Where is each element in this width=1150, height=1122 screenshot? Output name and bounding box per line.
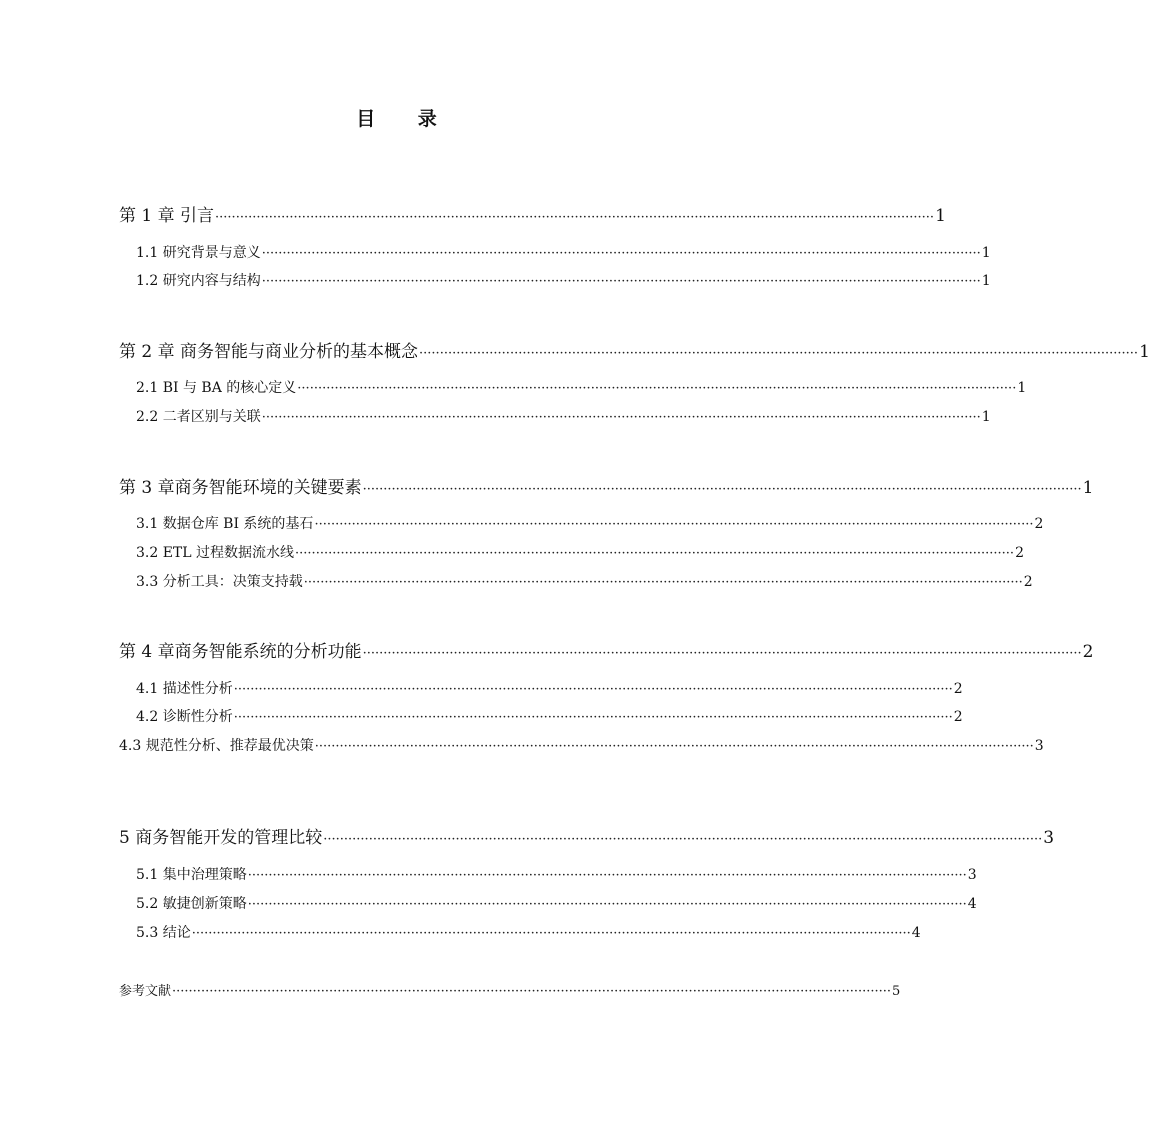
toc-leader-dots: ·············································································································································································· <box>233 682 953 697</box>
toc-entry-chapter-2[interactable] <box>119 337 1150 362</box>
toc-entry-page: 2 <box>953 681 963 697</box>
toc-entry-label: 4.1 描述性分析 <box>136 681 233 697</box>
toc-entry-label: 第 1 章 引言 <box>119 206 215 226</box>
toc-entry-section-1-2[interactable] <box>136 270 991 290</box>
toc-leader-dots: ·············································································································································································· <box>297 381 1017 396</box>
toc-entry-chapter-3[interactable] <box>119 473 1094 498</box>
toc-leader-dots: ·············································································································································································· <box>233 710 953 725</box>
toc-title: 目 录 <box>356 108 455 130</box>
toc-entry-label: 4.2 诊断性分析 <box>136 709 233 725</box>
toc-entry-label: 4.3 规范性分析、推荐最优决策 <box>119 738 314 754</box>
toc-entry-page: 2 <box>1034 516 1044 532</box>
toc-entry-page: 2 <box>953 709 963 725</box>
toc-leader-dots: ·············································································································································································· <box>261 274 981 289</box>
toc-entry-page: 4 <box>911 925 921 941</box>
toc-entry-chapter-4[interactable] <box>119 637 1094 662</box>
toc-entry-label: 2.2 二者区别与关联 <box>136 409 261 425</box>
toc-leader-dots: ·············································································································································································· <box>362 482 1082 497</box>
toc-entry-label: 2.1 BI 与 BA 的核心定义 <box>136 380 297 396</box>
toc-entry-label: 3.2 ETL 过程数据流水线 <box>136 545 295 561</box>
toc-leader-dots: ·············································································································································································· <box>314 517 1034 532</box>
toc-entry-section-2-1[interactable] <box>136 377 1027 397</box>
toc-entry-section-3-1[interactable] <box>136 513 1044 533</box>
toc-entry-label: 第 2 章 商务智能与商业分析的基本概念 <box>119 342 419 362</box>
toc-entry-page: 3 <box>1043 828 1055 848</box>
toc-entry-label: 1.2 研究内容与结构 <box>136 273 261 289</box>
toc-leader-dots: ·············································································································································································· <box>261 246 981 261</box>
toc-leader-dots: ·············································································································································································· <box>247 868 967 883</box>
toc-leader-dots: ·············································································································································································· <box>419 346 1139 361</box>
toc-entry-page: 1 <box>981 245 991 261</box>
toc-entry-page: 1 <box>935 206 946 226</box>
toc-entry-section-3-3[interactable] <box>136 571 1033 591</box>
toc-entry-section-2-2[interactable] <box>136 406 991 426</box>
toc-leader-dots: ·············································································································································································· <box>323 832 1043 847</box>
toc-entry-label: 5.3 结论 <box>136 925 191 941</box>
toc-entry-label: 第 4 章商务智能系统的分析功能 <box>119 642 362 662</box>
toc-entry-page: 3 <box>967 867 977 883</box>
toc-entry-section-4-1[interactable] <box>136 678 963 698</box>
toc-leader-dots: ·············································································································································································· <box>261 410 981 425</box>
toc-entry-section-3-2[interactable] <box>136 542 1024 562</box>
toc-entry-page: 2 <box>1082 642 1094 662</box>
toc-entry-chapter-5[interactable] <box>119 823 1055 848</box>
toc-entry-section-5-2[interactable] <box>136 893 977 913</box>
toc-entry-page: 1 <box>1139 342 1150 362</box>
toc-leader-dots: ·············································································································································································· <box>303 575 1023 590</box>
toc-entry-page: 5 <box>892 984 901 999</box>
toc-entry-references[interactable] <box>119 980 901 999</box>
toc-entry-chapter-1[interactable] <box>119 201 946 226</box>
toc-leader-dots: ·············································································································································································· <box>295 546 1015 561</box>
toc-leader-dots: ·············································································································································································· <box>215 210 935 225</box>
toc-entry-page: 2 <box>1015 545 1024 561</box>
toc-leader-dots: ·············································································································································································· <box>191 926 911 941</box>
toc-entry-page: 1 <box>1017 380 1027 396</box>
toc-entry-page: 3 <box>1034 738 1044 754</box>
toc-entry-label: 1.1 研究背景与意义 <box>136 245 261 261</box>
toc-entry-label: 第 3 章商务智能环境的关键要素 <box>119 478 362 498</box>
toc-entry-section-5-3[interactable] <box>136 922 921 942</box>
toc-entry-page: 4 <box>967 896 977 912</box>
toc-entry-section-4-2[interactable] <box>136 706 963 726</box>
toc-entry-label: 5 商务智能开发的管理比较 <box>119 828 323 848</box>
toc-leader-dots: ·············································································································································································· <box>172 984 892 999</box>
toc-entry-label: 5.2 敏捷创新策略 <box>136 896 247 912</box>
toc-leader-dots: ·············································································································································································· <box>247 897 967 912</box>
toc-leader-dots: ·············································································································································································· <box>314 739 1034 754</box>
toc-entry-label: 参考文献 <box>119 984 172 999</box>
toc-entry-section-5-1[interactable] <box>136 864 977 884</box>
toc-entry-label: 3.3 分析工具：决策支持载 <box>136 574 303 590</box>
toc-entry-section-4-3[interactable] <box>119 735 1044 755</box>
toc-leader-dots: ·············································································································································································· <box>362 646 1082 661</box>
toc-entry-label: 5.1 集中治理策略 <box>136 867 247 883</box>
toc-entry-page: 1 <box>1082 478 1094 498</box>
toc-entry-page: 1 <box>981 273 991 289</box>
toc-entry-page: 2 <box>1023 574 1033 590</box>
toc-entry-page: 1 <box>981 409 991 425</box>
toc-entry-label: 3.1 数据仓库 BI 系统的基石 <box>136 516 314 532</box>
toc-entry-section-1-1[interactable] <box>136 242 991 262</box>
